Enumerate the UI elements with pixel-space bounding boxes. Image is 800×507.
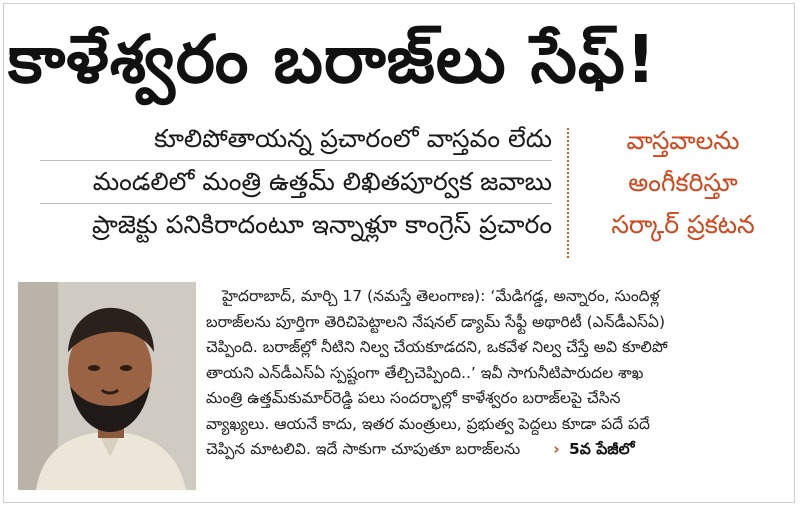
subheading: ప్రాజెక్టు పనికిరాదంటూ ఇన్నాళ్లూ కాంగ్రెస్ ప్రచారం (92, 210, 552, 239)
side-note (578, 120, 788, 246)
body-line: వ్యాఖ్యలు. ఆయనే కాదు, ఇతర మంత్రులు, ప్రభుత్వ పెద్దలు కూడా పదే పదే (206, 414, 650, 433)
side-note-line: వాస్తవాలను (626, 126, 740, 155)
body-line: మంత్రి ఉత్తమ్‌కుమార్‌రెడ్డి పలు సందర్భాల్లో కాళేశ్వరం బరాజ్‌లపై చేసిన (206, 389, 621, 407)
body-line: బరాజ్‌లను పూర్తిగా తెరిచిపెట్టాలని నేషనల్ డ్యామ్ సేఫ్టీ అథారిటీ (ఎన్‌డీఎస్‌ఏ) (206, 312, 665, 331)
body-line-last (206, 437, 786, 463)
continued-on-page-label: 5వ పేజీలో (569, 440, 635, 458)
headline: కాళేశ్వరం బరాజ్‌లు సేఫ్! (8, 21, 657, 98)
continued-on-page-link[interactable] (553, 437, 634, 463)
portrait-photo (18, 282, 196, 490)
body-line: చెప్పిన మాటలివి. ఇదే సాకుగా చూపుతూ బరాజ్‌లను (206, 440, 521, 458)
dotted-divider (567, 128, 569, 258)
side-note-line: అంగీకరిస్తూ (628, 168, 738, 197)
subheadings (40, 118, 552, 246)
article-body (206, 284, 786, 463)
subheading: మండలిలో మంత్రి ఉత్తమ్ లిఖితపూర్వక జవాబు (40, 161, 552, 204)
body-line: హైదరాబాద్, మార్చి 17 (నమస్తే తెలంగాణ): ‘మేడిగడ్డ, అన్నారం, సుందిళ్ల (222, 287, 660, 305)
body-line: చెప్పింది. బరాజ్‌ల్లో నీటిని నిల్వ చేయకూడదని, ఒకవేళ నిల్వ చేస్తే అవి కూలిపో (206, 338, 668, 356)
side-note-line: సర్కార్ ప్రకటన (611, 210, 755, 239)
subheading: కూలిపోతాయన్న ప్రచారంలో వాస్తవం లేదు (40, 118, 552, 161)
portrait-photo-illustration (18, 282, 196, 490)
body-line: తాయని ఎన్‌డీఎస్‌ఏ స్పష్టంగా తేల్చిచెప్పింది..’ ఇవీ సాగునీటిపారుదల శాఖ (206, 363, 644, 382)
chevron-right-icon: › (553, 440, 560, 458)
